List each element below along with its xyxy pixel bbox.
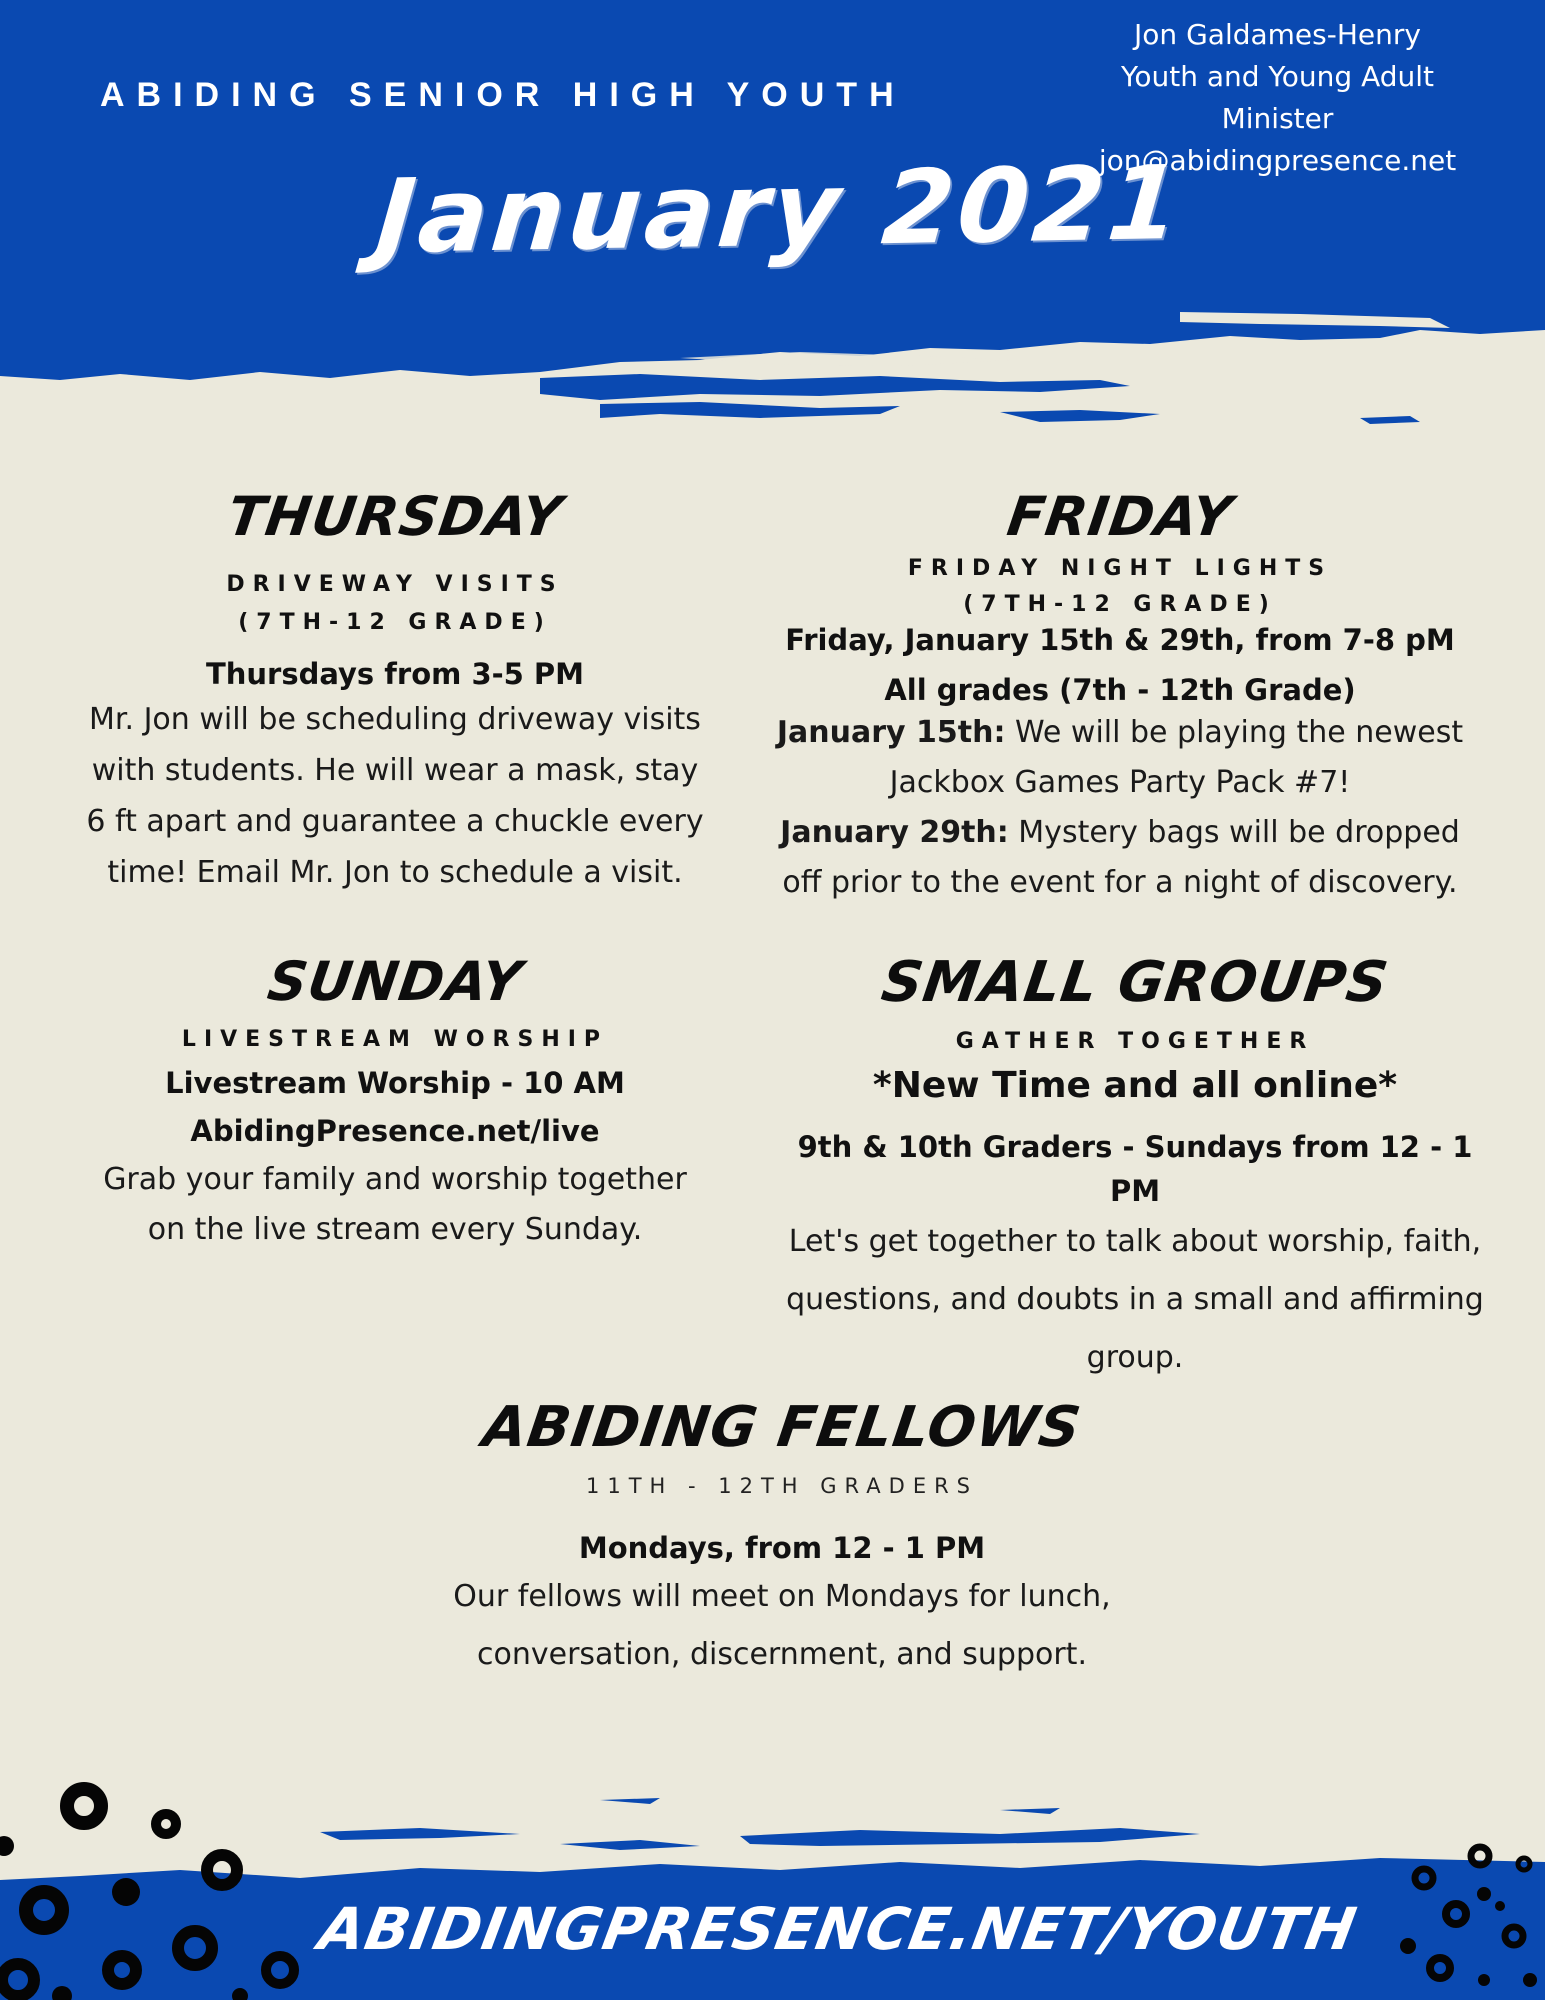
- month-title: January 2021: [371, 143, 1189, 278]
- friday-grades-line: All grades (7th - 12th Grade): [884, 673, 1356, 707]
- thursday-body: [85, 694, 705, 898]
- contact-name: Jon Galdames-Henry: [1134, 18, 1421, 51]
- friday-jan29-line2: off prior to the event for a night of discovery.: [782, 865, 1458, 900]
- small-groups-body: [775, 1213, 1495, 1387]
- thursday-body-line: Mr. Jon will be scheduling driveway visits: [89, 702, 701, 737]
- org-title: ABIDING SENIOR HIGH YOUTH: [100, 76, 906, 114]
- sunday-body-line: Grab your family and worship together: [103, 1162, 687, 1197]
- small-groups-heading: SMALL GROUPS: [877, 950, 1393, 1015]
- contact-role-line1: Youth and Young Adult: [1120, 60, 1435, 93]
- small-groups-subtitle: GATHER TOGETHER: [955, 1029, 1315, 1054]
- small-groups-section: [775, 950, 1495, 1387]
- friday-jan29-label: January 29th:: [780, 815, 1009, 850]
- contact-role-line2: Minister: [1221, 102, 1334, 135]
- friday-body: [770, 708, 1470, 908]
- decorative-dots-right: [1380, 1830, 1545, 2000]
- friday-jan29-line: [770, 808, 1470, 858]
- fellows-section: [372, 1395, 1192, 1684]
- thursday-body-line: 6 ft apart and guarantee a chuckle every: [86, 804, 704, 839]
- sunday-subtitle: LIVESTREAM WORSHIP: [181, 1027, 609, 1052]
- thursday-time: Thursdays from 3-5 PM: [205, 657, 585, 691]
- fellows-subtitle: 11TH - 12TH GRADERS: [585, 1474, 979, 1498]
- sunday-time: Livestream Worship - 10 AM: [165, 1066, 625, 1100]
- small-groups-body-line: group.: [1086, 1340, 1184, 1375]
- sunday-url[interactable]: AbidingPresence.net/live: [190, 1114, 600, 1148]
- contact-email[interactable]: jon@abidingpresence.net: [1098, 144, 1457, 177]
- sunday-body: [85, 1155, 705, 1255]
- fellows-time: Mondays, from 12 - 1 PM: [578, 1531, 986, 1565]
- small-groups-time: 9th & 10th Graders - Sundays from 12 - 1 PM: [797, 1130, 1473, 1208]
- thursday-subtitle: DRIVEWAY VISITS: [226, 572, 564, 597]
- thursday-grade: (7TH-12 GRADE): [238, 610, 552, 635]
- footer-url[interactable]: ABIDINGPRESENCE.NET/YOUTH: [314, 1895, 1362, 1963]
- fellows-body: [372, 1568, 1192, 1684]
- friday-jan15-label: January 15th:: [776, 715, 1006, 750]
- friday-subtitle: FRIDAY NIGHT LIGHTS: [907, 556, 1333, 581]
- fellows-heading: ABIDING FELLOWS: [478, 1395, 1086, 1460]
- thursday-heading: THURSDAY: [223, 485, 567, 548]
- thursday-section: [85, 485, 705, 898]
- fellows-body-line: Our fellows will meet on Mondays for lunch,: [453, 1579, 1111, 1614]
- decorative-dots-left: [0, 1770, 320, 2000]
- sunday-section: [85, 950, 705, 1255]
- thursday-body-line: time! Email Mr. Jon to schedule a visit.: [107, 855, 683, 890]
- friday-section: [770, 485, 1470, 908]
- friday-heading: FRIDAY: [1003, 485, 1237, 548]
- small-groups-notice: *New Time and all online*: [872, 1065, 1398, 1106]
- friday-jan15-line2: Jackbox Games Party Pack #7!: [889, 765, 1351, 800]
- sunday-body-line: on the live stream every Sunday.: [147, 1212, 643, 1247]
- friday-time: Friday, January 15th & 29th, from 7-8 pM: [785, 623, 1455, 657]
- friday-jan29-text: Mystery bags will be dropped: [1008, 815, 1460, 850]
- small-groups-body-line: Let's get together to talk about worship, faith,: [788, 1224, 1482, 1259]
- small-groups-body-line: questions, and doubts in a small and affirming: [786, 1282, 1484, 1317]
- fellows-body-line: conversation, discernment, and support.: [477, 1637, 1087, 1672]
- sunday-heading: SUNDAY: [263, 950, 527, 1013]
- friday-jan15-line: [770, 708, 1470, 758]
- thursday-body-line: with students. He will wear a mask, stay: [91, 753, 699, 788]
- friday-grade: (7TH-12 GRADE): [963, 592, 1277, 617]
- friday-jan15-text: We will be playing the newest: [1005, 715, 1464, 750]
